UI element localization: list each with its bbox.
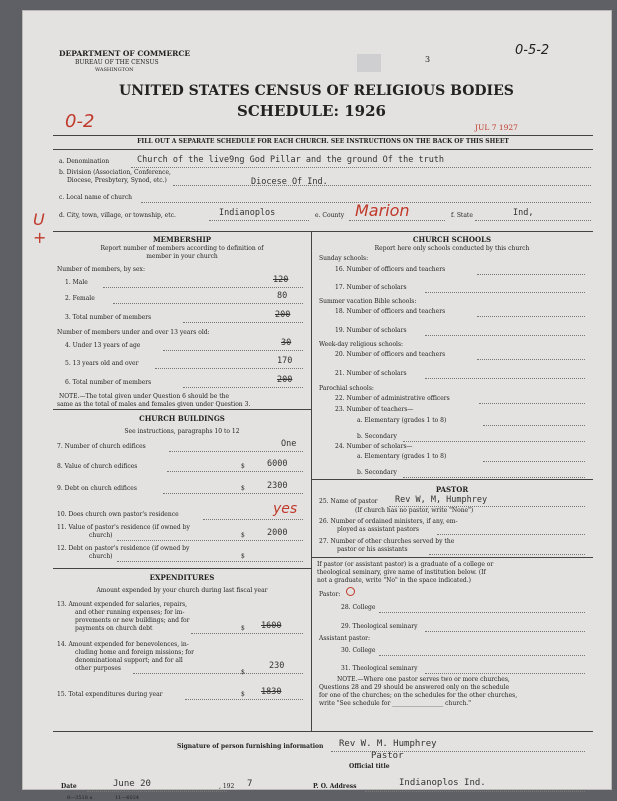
q24b-line (403, 477, 585, 478)
q13-line-3: provements or new buildings; and for (75, 617, 190, 624)
q9-dollar: $ (241, 485, 245, 492)
q30-label: 30. College (341, 647, 376, 654)
q14-line-3: denominational support; and for all (75, 657, 183, 664)
over-13-value: 170 (277, 356, 293, 366)
buildings-bottom-rule (53, 568, 311, 569)
q26-label-2: ployed as assistant pastors (337, 526, 419, 533)
q8-line (167, 471, 303, 472)
q10-line (203, 519, 303, 520)
pastor-note-4: write "See schedule for _________________ church." (319, 700, 471, 707)
stamp-number: 3 (425, 55, 431, 64)
weekday-label: Week-day religious schools: (319, 341, 404, 348)
q13-line-4: payments on church debt (75, 625, 153, 632)
under-13-line (163, 350, 303, 351)
signature-value: Rev W. M. Humphrey (339, 739, 437, 749)
date-line (87, 791, 227, 792)
year-prefix: , 192 (219, 783, 235, 790)
q11-value: 2000 (267, 528, 288, 538)
male-value: 120 (273, 275, 289, 285)
members-by-age-label: Number of members under and over 13 years old: (57, 329, 210, 336)
schools-bottom-rule (311, 479, 593, 480)
q14-line-1: 14. Amount expended for benevolences, in- (57, 641, 189, 648)
q23a-line (483, 425, 585, 426)
q27-label: 27. Number of other churches served by the (319, 538, 455, 545)
q29-line (425, 631, 585, 632)
state-label: f. State (451, 212, 473, 219)
q23-label: 23. Number of teachers— (335, 406, 414, 413)
form-subtitle: SCHEDULE: 1926 (237, 102, 386, 120)
q24a-label: a. Elementary (grades 1 to 8) (357, 453, 447, 460)
division-label-2: Diocese, Presbytery, Synod, etc.) (67, 177, 167, 184)
q8-dollar: $ (241, 463, 245, 470)
college-note-2: theological seminary, give name of institution below. (If (317, 569, 486, 576)
schools-heading: CHURCH SCHOOLS (412, 235, 492, 244)
membership-intro-2: member in your church (146, 253, 218, 260)
parochial-label: Parochial schools: (319, 385, 374, 392)
q7-label: 7. Number of church edifices (57, 443, 146, 450)
pastor-mid-rule (311, 557, 593, 558)
over-13-line (155, 368, 303, 369)
q13-line-1: 13. Amount expended for salaries, repairs, (57, 601, 188, 608)
q15-label: 15. Total expenditures during year (57, 691, 163, 698)
state-line (475, 220, 591, 221)
city-label: d. City, town, village, or township, etc. (59, 212, 176, 219)
city-line (209, 220, 309, 221)
denomination-label: a. Denomination (59, 158, 110, 165)
q20-line (477, 359, 585, 360)
dept-name: DEPARTMENT OF COMMERCE (59, 49, 191, 58)
city-value: Indianoplos (219, 208, 276, 218)
division-value: Diocese Of Ind. (251, 177, 328, 187)
total-members-2-label: 6. Total number of members (65, 379, 152, 386)
q11-dollar: $ (241, 532, 245, 539)
membership-bottom-rule (53, 409, 311, 410)
q28-line (379, 612, 585, 613)
q12-label: 12. Debt on pastor's residence (if owned by (57, 545, 190, 552)
pastor-label: Pastor: (319, 591, 341, 598)
q22-label: 22. Number of administrative officers (335, 395, 450, 402)
female-line (113, 303, 303, 304)
q8-value: 6000 (267, 459, 288, 469)
stamp-block (357, 54, 381, 72)
q23b-line (403, 441, 585, 442)
summer-label: Summer vacation Bible schools: (319, 298, 417, 305)
female-label: 2. Female (65, 295, 95, 302)
q20-label: 20. Number of officers and teachers (335, 351, 446, 358)
po-address-value: Indianoplos Ind. (399, 778, 486, 788)
membership-intro-1: Report number of members according to definition of (100, 245, 264, 252)
q9-line (163, 493, 303, 494)
pastor-note-2: Questions 28 and 29 should be answered only on the schedule (319, 684, 510, 691)
pastor-heading: PASTOR (435, 485, 469, 494)
q9-value: 2300 (267, 481, 288, 491)
q27-line (429, 554, 585, 555)
red-note: 0-2 (65, 111, 95, 132)
expenditures-intro: Amount expended by your church during last fiscal year (96, 587, 268, 594)
college-note-3: not a graduate, write "No" in the space indicated.) (317, 577, 471, 584)
header-rule-bottom (53, 149, 593, 150)
total-members-2-value: 200 (277, 375, 293, 385)
q8-label: 8. Value of church edifices (57, 463, 138, 470)
members-by-sex-label: Number of members, by sex: (57, 266, 145, 273)
local-name-label: c. Local name of church (59, 194, 133, 201)
red-circle-mark (346, 587, 355, 596)
q24b-label: b. Secondary (357, 469, 397, 476)
q27-label-2: pastor or his assistants (337, 546, 408, 553)
date-value: June 20 (113, 779, 151, 789)
assistant-label: Assistant pastor: (319, 635, 371, 642)
po-address-label: P. O. Address (313, 783, 357, 790)
header-rule-top (53, 135, 593, 136)
q14-line-4: other purposes (75, 665, 121, 672)
official-title-value: Pastor (371, 751, 404, 761)
q25-value: Rev W, M, Humphrey (395, 495, 488, 505)
margin-mark: U + (33, 210, 47, 247)
denomination-value: Church of the live9ng God Pillar and the ground Of the truth (137, 155, 445, 165)
q13-line-2: and other running expenses; for im- (75, 609, 185, 616)
q26-line (437, 534, 585, 535)
schools-intro: Report here only schools conducted by this church (374, 245, 530, 252)
q10-value: yes (273, 501, 298, 517)
q12-label-2: church) (89, 553, 113, 560)
total-members-line (183, 322, 303, 323)
form-title: UNITED STATES CENSUS OF RELIGIOUS BODIES (119, 83, 514, 99)
q17-label: 17. Number of scholars (335, 284, 407, 291)
q25-note: (If church has no pastor, write "None") (355, 507, 474, 514)
buildings-heading: CHURCH BUILDINGS (139, 414, 225, 423)
q14-line-2: cluding home and foreign missions; for (75, 649, 194, 656)
q14-value: 230 (269, 661, 285, 671)
q30-line (379, 655, 585, 656)
q23b-label: b. Secondary (357, 433, 397, 440)
instruction-line: FILL OUT A SEPARATE SCHEDULE FOR EACH CHURCH. SEE INSTRUCTIONS ON THE BACK OF THIS SHEET (137, 138, 509, 145)
q18-label: 18. Number of officers and teachers (335, 308, 446, 315)
under-13-label: 4. Under 13 years of age (65, 342, 141, 349)
total-members-2-line (183, 387, 303, 388)
q21-line (425, 378, 585, 379)
q24-label: 24. Number of scholars— (335, 443, 413, 450)
q15-dollar: $ (241, 691, 245, 698)
date-stamp: JUL 7 1927 (475, 123, 518, 132)
total-members-label: 3. Total number of members (65, 314, 152, 321)
expenditures-heading: EXPENDITURES (149, 573, 215, 582)
female-value: 80 (277, 291, 288, 301)
official-title-label: Official title (349, 763, 390, 770)
signature-line (331, 751, 585, 752)
q7-value: One (281, 439, 297, 449)
pastor-note-1: NOTE.—Where one pastor serves two or more churches, (337, 676, 510, 683)
signature-label: Signature of person furnishing information (177, 743, 324, 750)
q23a-label: a. Elementary (grades 1 to 8) (357, 417, 447, 424)
q7-line (169, 451, 303, 452)
membership-heading: MEMBERSHIP (152, 235, 212, 244)
q21-label: 21. Number of scholars (335, 370, 407, 377)
membership-note-1: NOTE.—The total given under Question 6 should be the (59, 393, 230, 400)
q26-label: 26. Number of ordained ministers, if any, em- (319, 518, 458, 525)
q13-dollar: $ (241, 625, 245, 632)
q25-label: 25. Name of pastor (319, 498, 378, 505)
over-13-label: 5. 13 years old and over (65, 360, 139, 367)
q17-line (425, 292, 585, 293)
census-schedule-sheet (22, 10, 612, 801)
q24a-line (483, 461, 585, 462)
under-13-value: 30 (281, 338, 292, 348)
q13-value: 1600 (261, 621, 282, 631)
q18-line (477, 316, 585, 317)
q14-line (133, 673, 303, 674)
bureau-name: BUREAU OF THE CENSUS (75, 59, 159, 66)
q10-label: 10. Does church own pastor's residence (57, 511, 179, 518)
membership-note-2: same as the total of males and females given under Question 3. (57, 401, 251, 408)
q13-line (191, 633, 303, 634)
male-line (103, 287, 303, 288)
q9-label: 9. Debt on church edifices (57, 485, 137, 492)
grid-bottom-rule (53, 731, 593, 732)
grid-top-rule (53, 231, 593, 232)
q19-line (425, 335, 585, 336)
q28-label: 28. College (341, 604, 376, 611)
county-line (349, 220, 445, 221)
q12-line (117, 561, 303, 562)
q31-label: 31. Theological seminary (341, 665, 418, 672)
q16-label: 16. Number of officers and teachers (335, 266, 446, 273)
male-label: 1. Male (65, 279, 88, 286)
pastor-note-3: for one of the churches; on the schedules for the other churches, (319, 692, 518, 699)
q11-line (117, 540, 303, 541)
q29-label: 29. Theological seminary (341, 623, 418, 630)
q14-dollar: $ (241, 669, 245, 676)
q22-line (479, 403, 585, 404)
city-name: WASHINGTON (95, 67, 134, 73)
year-digit: 7 (247, 779, 253, 789)
division-label: b. Division (Association, Conference, (59, 169, 171, 176)
division-line (173, 185, 591, 186)
corner-note: 0-5-2 (515, 43, 550, 58)
county-label: e. County (315, 212, 345, 219)
q15-value: 1830 (261, 687, 282, 697)
state-value: Ind, (513, 208, 534, 218)
q11-label: 11. Value of pastor's residence (if owned by (57, 524, 190, 531)
q15-line (185, 699, 303, 700)
q12-dollar: $ (241, 553, 245, 560)
po-address-line (365, 791, 585, 792)
buildings-intro: See instructions, paragraphs 10 to 12 (124, 428, 240, 435)
denomination-line (131, 167, 591, 168)
date-label: Date (61, 783, 77, 790)
total-members-value: 200 (275, 310, 291, 320)
q16-line (477, 274, 585, 275)
sunday-label: Sunday schools: (319, 255, 369, 262)
form-number: 8—3518 a (67, 795, 93, 801)
college-note-1: If pastor (or assistant pastor) is a graduate of a college or (317, 561, 494, 568)
grid-center-rule (311, 231, 312, 731)
q31-line (425, 673, 585, 674)
county-value: Marion (355, 201, 410, 220)
print-code: 11—6024 (115, 795, 140, 801)
q19-label: 19. Number of scholars (335, 327, 407, 334)
q11-label-2: church) (89, 532, 113, 539)
